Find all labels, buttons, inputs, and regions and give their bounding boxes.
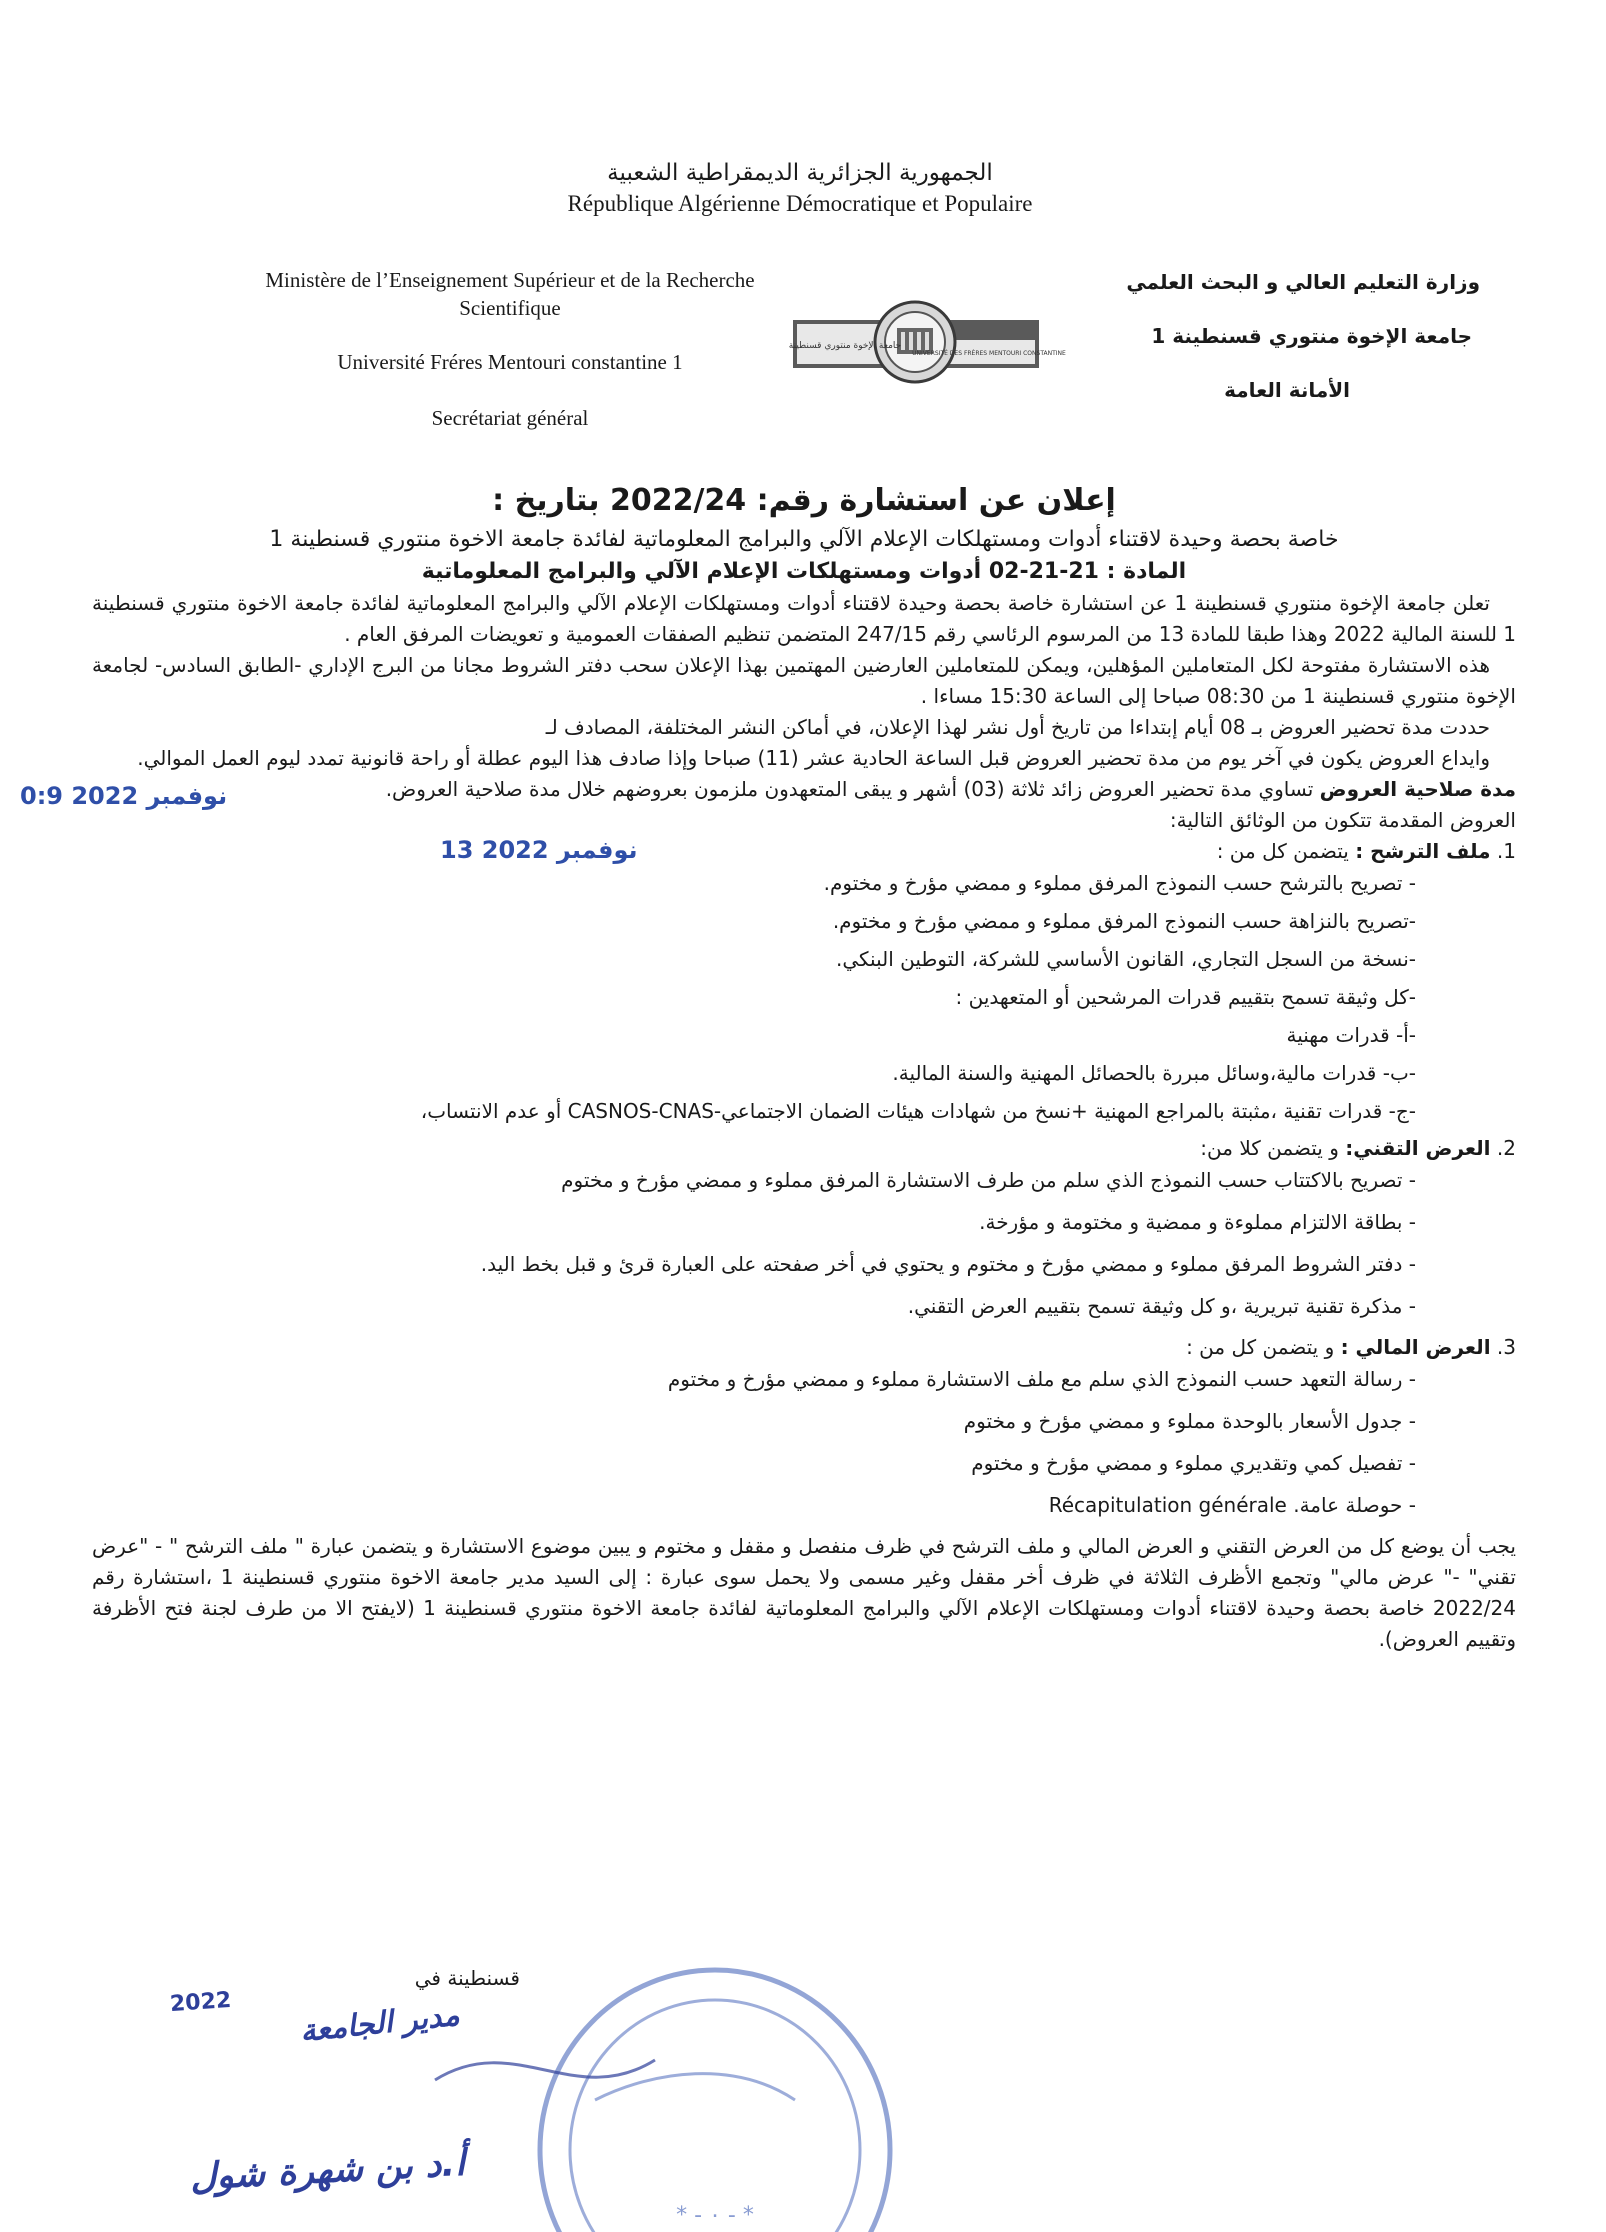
section-1-title: ملف الترشح : bbox=[1355, 839, 1491, 863]
republic-name-fr: République Algérienne Démocratique et Populaire bbox=[567, 191, 1033, 216]
section-1-intro: يتضمن كل من : bbox=[1216, 839, 1349, 863]
list-item: - رسالة التعهد حسب النموذج الذي سلم مع ملف الاستشارة مملوء و ممضي مؤرخ و مختوم bbox=[667, 1367, 1416, 1391]
university-name-ar: جامعة الإخوة منتوري قسنطينة 1 bbox=[1151, 324, 1472, 348]
documents-intro: العروض المقدمة تتكون من الوثائق التالية: bbox=[1169, 808, 1516, 832]
institution-header-fr bbox=[250, 266, 770, 432]
secretariat-ar: الأمانة العامة bbox=[1224, 378, 1350, 402]
republic-header bbox=[450, 158, 1150, 220]
paragraph-duration: حددت مدة تحضير العروض بـ 08 أيام إبتداءا من تاريخ أول نشر لهذا الإعلان، في أماكن النشر المختلفة، المصادف لـ bbox=[545, 715, 1490, 739]
paragraph-envelopes: يجب أن يوضع كل من العرض التقني و العرض المالي و ملف الترشح في ظرف منفصل و مقفل و مختوم و يبين موضوع الاستشارة و يتضمن عبارة " ملف الترشح " - "عرض تقني" -" عرض مالي" وتجمع الأظرف الثلاثة في ظرف أخر مقفل وغير مسمى ولا يحمل سوى عبارة : إلى السيد مدير جامعة الاخوة منتوري قسنطينة 1 ،استشارة رقم 2022/24 خاصة بحصة وحيدة لاقتناء أدوات ومستهلكات الإعلام الآلي والبرامج المعلوماتية لفائدة جامعة الاخوة منتوري قسنطينة 1 (لايفتح الا من طرف لجنة فتح الأظرفة وتقييم العروض). bbox=[92, 1534, 1516, 1651]
announcement-body bbox=[92, 478, 1516, 1655]
university-name-fr: Université Fréres Mentouri constantine 1 bbox=[337, 350, 683, 374]
section-candidacy-heading bbox=[92, 836, 1516, 867]
paragraph-intro: تعلن جامعة الإخوة منتوري قسنطينة 1 عن استشارة خاصة بحصة وحيدة لاقتناء أدوات ومستهلكات الإعلام الآلي والبرامج المعلوماتية لفائدة جامعة الاخوة منتوري قسنطينة 1 للسنة المالية 2022 وهذا طبقا للمادة 13 من المرسوم الرئاسي رقم 247/15 المتضمن تنظيم الصفقات العمومية و تعويضات المرفق العام . bbox=[92, 591, 1516, 646]
list-item: - تفصيل كمي وتقديري مملوء و ممضي مؤرخ و مختوم bbox=[971, 1451, 1416, 1475]
section-technical-heading bbox=[92, 1133, 1516, 1164]
ministry-name-ar: وزارة التعليم العالي و البحث العلمي bbox=[1126, 270, 1480, 294]
signatory-name: أ.د بن شهرة شول bbox=[189, 2142, 467, 2199]
announcement-subject: المادة : 21-21-02 أدوات ومستهلكات الإعلام الآلي والبرامج المعلوماتية bbox=[421, 559, 1187, 584]
section-technical-list bbox=[92, 1164, 1416, 1323]
list-item: -كل وثيقة تسمح بتقييم قدرات المرشحين أو المتعهدين : bbox=[955, 985, 1416, 1009]
republic-name-ar: الجمهورية الجزائرية الديمقراطية الشعبية bbox=[607, 160, 993, 186]
announcement-title: إعلان عن استشارة رقم: 2022/24 بتاريخ : bbox=[492, 483, 1116, 518]
section-candidacy-list bbox=[92, 867, 1416, 1128]
section-3-number: 3. bbox=[1496, 1335, 1516, 1359]
list-item: - دفتر الشروط المرفق مملوء و ممضي مؤرخ و مختوم و يحتوي في أخر صفحته على العبارة قرئ و قبل بخط اليد. bbox=[480, 1252, 1416, 1276]
list-item: -ب- قدرات مالية،وسائل مبررة بالحصائل المهنية والسنة المالية. bbox=[892, 1061, 1416, 1085]
ministry-name-fr: Ministère de l’Enseignement Supérieur et de la Recherche Scientifique bbox=[265, 268, 755, 320]
institution-header-ar bbox=[1080, 268, 1480, 430]
list-item: - مذكرة تقنية تبريرية ،و كل وثيقة تسمح بتقييم العرض التقني. bbox=[907, 1294, 1416, 1318]
list-item: -أ- قدرات مهنية bbox=[1286, 1023, 1416, 1047]
validity-label: مدة صلاحية العروض bbox=[1319, 777, 1516, 801]
list-item: - تصريح بالترشح حسب النموذج المرفق مملوء و ممضي مؤرخ و مختوم. bbox=[823, 871, 1416, 895]
secretariat-fr: Secrétariat général bbox=[431, 406, 589, 430]
signature-date: 2022 bbox=[169, 1987, 233, 2018]
list-item: - تصريح بالاكتتاب حسب النموذج الذي سلم من طرف الاستشارة المرفق مملوء و ممضي مؤرخ و مختوم bbox=[561, 1168, 1416, 1192]
section-2-title: العرض التقني: bbox=[1345, 1136, 1491, 1160]
official-stamp bbox=[395, 1950, 905, 2232]
handwritten-deposit-date: 13 نوفمبر 2022 bbox=[440, 836, 638, 864]
paragraph-availability: هذه الاستشارة مفتوحة لكل المتعاملين المؤهلين، ويمكن للمتعاملين العارضين المهتمين بهذا الإعلان سحب دفتر الشروط مجانا من البرج الإداري -الطابق السادس- لجامعة الإخوة منتوري قسنطينة 1 من 08:30 صباحا إلى الساعة 15:30 مساءا . bbox=[92, 653, 1516, 708]
paragraph-validity bbox=[92, 774, 1516, 805]
svg-text:* - ٠ - *: * - ٠ - * bbox=[676, 2203, 754, 2228]
section-1-number: 1. bbox=[1496, 839, 1516, 863]
section-3-title: العرض المالي : bbox=[1340, 1335, 1491, 1359]
list-item: -نسخة من السجل التجاري، القانون الأساسي للشركة، التوطين البنكي. bbox=[835, 947, 1416, 971]
paragraph-deposit: وايداع العروض يكون في آخر يوم من مدة تحضير العروض قبل الساعة الحادية عشر (11) صباحا وإذا صادف هذا اليوم عطلة أو راحة قانونية تمدد ليوم العمل الموالي. bbox=[137, 746, 1490, 770]
signatory-title: مدير الجامعة bbox=[298, 1997, 462, 2050]
validity-text: تساوي مدة تحضير العروض زائد ثلاثة (03) أشهر و يبقى المتعهدون ملزمون بعروضهم خلال مدة صلاحية العروض. bbox=[385, 777, 1314, 801]
list-item: -تصريح بالنزاهة حسب النموذج المرفق مملوء و ممضي مؤرخ و مختوم. bbox=[832, 909, 1416, 933]
list-item: - جدول الأسعار بالوحدة مملوء و ممضي مؤرخ و مختوم bbox=[963, 1409, 1416, 1433]
section-2-intro: و يتضمن كلا من: bbox=[1200, 1136, 1339, 1160]
place-date-line: قسنطينة في bbox=[414, 1966, 520, 1990]
section-financial-heading bbox=[92, 1332, 1516, 1363]
handwritten-publication-date: 0:9 نوفمبر 2022 bbox=[20, 782, 228, 810]
university-logo bbox=[788, 300, 1066, 384]
announcement-subtitle: خاصة بحصة وحيدة لاقتناء أدوات ومستهلكات الإعلام الآلي والبرامج المعلوماتية لفائدة جامعة الاخوة منتوري قسنطينة 1 bbox=[269, 527, 1339, 552]
section-3-intro: و يتضمن كل من : bbox=[1186, 1335, 1335, 1359]
section-2-number: 2. bbox=[1496, 1136, 1516, 1160]
logo-text-ar: جامعة الإخوة منتوري قسنطينة bbox=[788, 341, 902, 351]
list-item: -ج- قدرات تقنية ،مثبتة بالمراجع المهنية +نسخ من شهادات هيئات الضمان الاجتماعي-CASNOS-CNAS أو عدم الانتساب، bbox=[420, 1099, 1416, 1123]
list-item: - بطاقة الالتزام مملوءة و ممضية و مختومة و مؤرخة. bbox=[979, 1210, 1416, 1234]
list-item: - حوصلة عامة. Récapitulation générale bbox=[1048, 1493, 1416, 1517]
logo-text-fr: UNIVERSITÉ DES FRÈRES MENTOURI CONSTANTINE bbox=[912, 350, 1066, 357]
section-financial-list bbox=[92, 1363, 1416, 1522]
